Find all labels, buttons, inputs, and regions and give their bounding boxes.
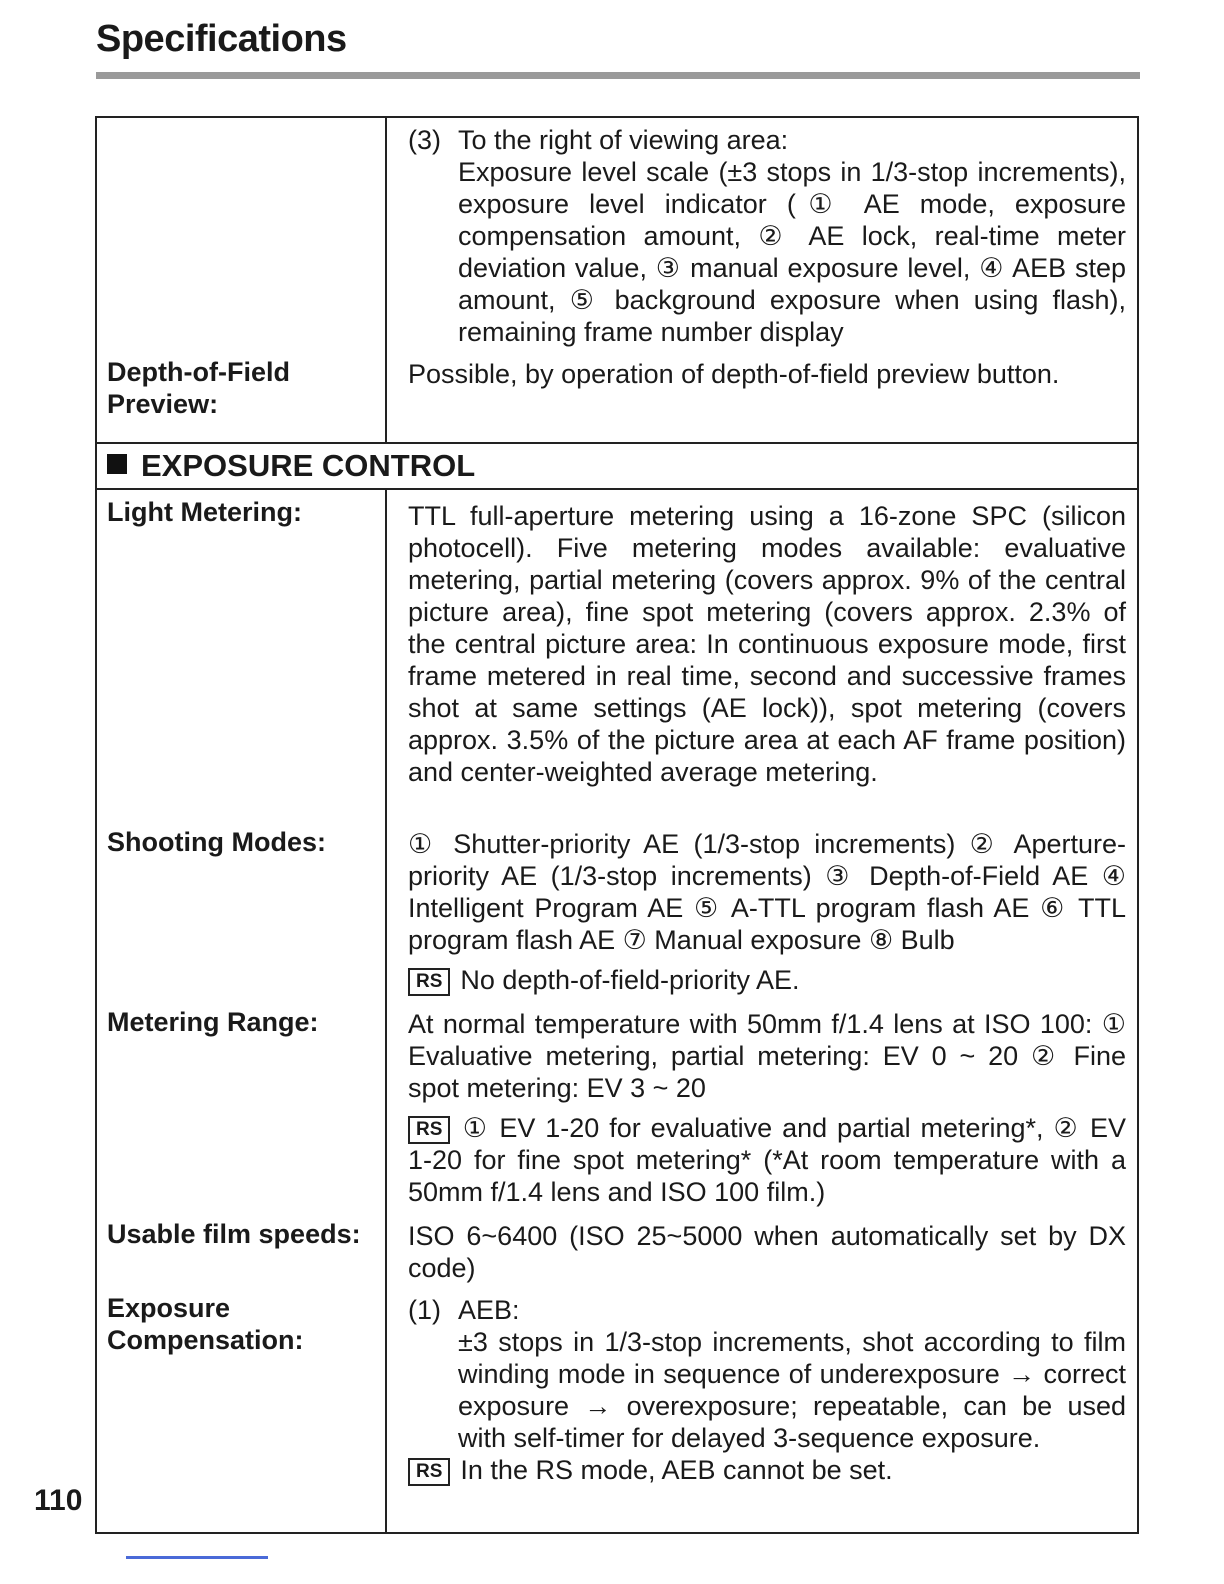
dof-preview-label: Depth-of-Field Preview:	[107, 357, 290, 419]
item-text: ±3 stops in 1/3-stop increments, shot according to film winding mode in sequence of underexposure → correct exposure → overexposure; repeatable, can be used with self-timer for delayed 3-sequence exposure.	[458, 1327, 1126, 1453]
rs-badge: RS	[408, 968, 450, 996]
section-heading-exposure-control: EXPOSURE CONTROL	[107, 448, 475, 484]
item-heading: To the right of viewing area:	[458, 125, 789, 155]
page-number: 110	[34, 1484, 83, 1517]
rs-badge: RS	[408, 1116, 450, 1144]
viewfinder-item-3	[408, 124, 1126, 348]
item-number: (1)	[408, 1295, 441, 1325]
item-heading: AEB:	[458, 1295, 520, 1325]
title-rule	[96, 72, 1140, 79]
shooting-modes-label: Shooting Modes:	[107, 827, 326, 857]
shooting-modes-value: ① Shutter-priority AE (1/3-stop increments) ② Aperture-priority AE (1/3-stop increments) ③ Depth-of-Field AE ④ Intelligent Program AE ⑤ A-TTL program flash AE ⑥ TTL program flash AE ⑦ Manual exposure ⑧ Bulb RS No depth-of-field-priority AE.	[408, 829, 1126, 995]
item-text: Exposure level scale (±3 stops in 1/3-stop increments), exposure level indicator (① AE mode, exposure compensation amount, ② AE lock, real-time meter deviation value, ③ manual exposure level, ④ AEB step amount, ⑤ background exposure when using flash), remaining frame number display	[458, 157, 1126, 347]
spec-table	[95, 116, 1139, 1534]
metering-range-value: At normal temperature with 50mm f/1.4 lens at ISO 100: ① Evaluative metering, partial metering: EV 0 ~ 20 ② Fine spot metering: EV 3 ~ 20 RS ① EV 1-20 for evaluative and partial metering*, ② EV 1-20 for fine spot metering* (*At room temperature with a 50mm f/1.4 lens and ISO 100 film.)	[408, 1009, 1126, 1207]
column-divider-upper	[385, 118, 387, 444]
footer-mark	[126, 1556, 268, 1559]
light-metering-value: TTL full-aperture metering using a 16-zone SPC (silicon photocell). Five metering modes available: evaluative metering, partial metering (covers approx. 9% of the central picture area), fine spot metering (covers approx. 2.3% of the central picture area: In continuous exposure mode, first frame metered in real time, second and successive frames shot at same settings (AE lock)), spot metering (covers approx. 3.5% of the picture area at each AF frame position) and center-weighted average metering.	[408, 501, 1126, 787]
item-number: (3)	[408, 125, 441, 155]
exposure-comp-label: Exposure Compensation:	[107, 1293, 304, 1355]
column-divider-lower	[385, 490, 387, 1534]
section-divider-bottom	[97, 488, 1137, 490]
metering-range-label: Metering Range:	[107, 1007, 319, 1037]
dof-preview-value: Possible, by operation of depth-of-field preview button.	[408, 359, 1060, 389]
square-bullet-icon	[107, 454, 127, 474]
rs-badge: RS	[408, 1458, 450, 1486]
film-speeds-label: Usable film speeds:	[107, 1219, 361, 1249]
rs-note: RS ① EV 1-20 for evaluative and partial metering*, ② EV 1-20 for fine spot metering* (*At room temperature with a 50mm f/1.4 lens and ISO 100 film.)	[408, 1113, 1126, 1207]
exposure-comp-value	[408, 1294, 1126, 1486]
film-speeds-value: ISO 6~6400 (ISO 25~5000 when automatically set by DX code)	[408, 1221, 1126, 1283]
light-metering-label: Light Metering:	[107, 497, 302, 527]
page-title: Specifications	[96, 18, 347, 60]
section-divider-top	[97, 442, 1137, 444]
rs-note: RS No depth-of-field-priority AE.	[408, 964, 1126, 996]
rs-note: RS In the RS mode, AEB cannot be set.	[408, 1454, 1126, 1486]
